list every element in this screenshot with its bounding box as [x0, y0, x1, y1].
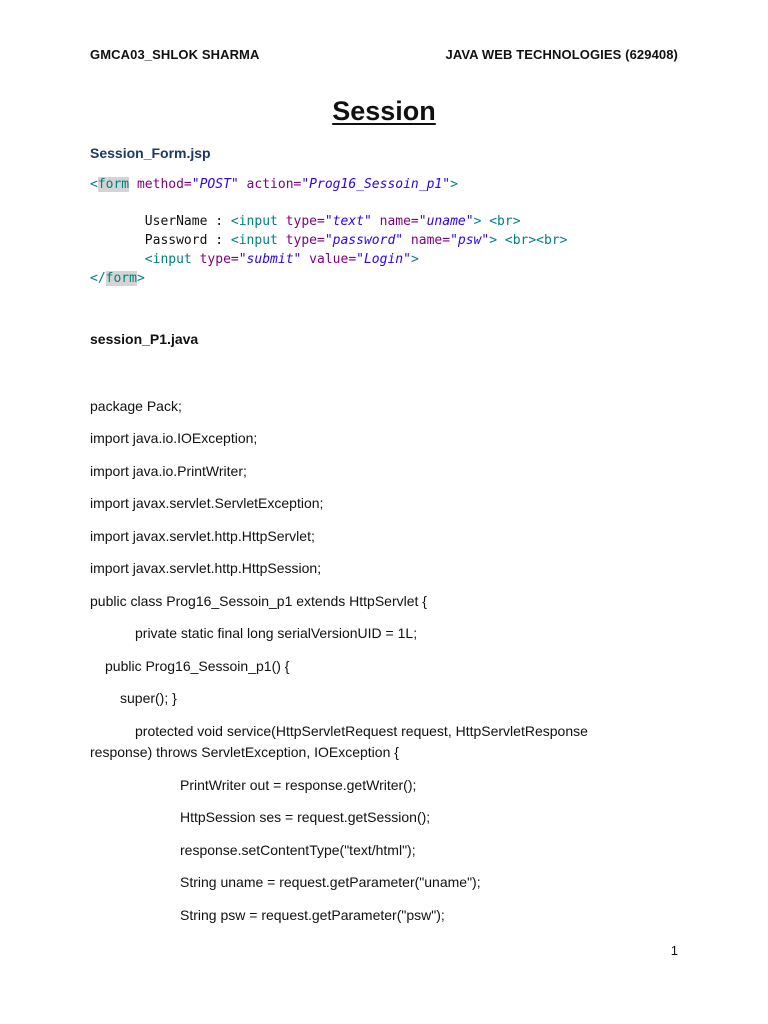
page-number: 1	[670, 943, 678, 958]
java-code-line: response.setContentType("text/html");	[180, 842, 416, 858]
java-code-line: String uname = request.getParameter("uname");	[180, 874, 481, 890]
java-code-line: HttpSession ses = request.getSession();	[180, 809, 431, 825]
java-code-line: private static final long serialVersionUID = 1L;	[135, 625, 418, 641]
code-line-username: UserName : <input type="text" name="uname"> <br>	[90, 214, 521, 230]
jsp-file-heading: Session_Form.jsp	[90, 145, 211, 161]
header-student-id: GMCA03_SHLOK SHARMA	[90, 47, 260, 62]
java-file-heading: session_P1.java	[90, 331, 199, 347]
header-course-title: JAVA WEB TECHNOLOGIES (629408)	[445, 47, 678, 62]
code-line-form-open: <form method="POST" action="Prog16_Sessoin_p1">	[90, 177, 458, 192]
code-line-password: Password : <input type="password" name="psw"> <br><br>	[90, 233, 568, 249]
page-title: Session	[332, 96, 436, 126]
java-code-line: super(); }	[120, 690, 177, 706]
java-code-line: public Prog16_Sessoin_p1() {	[105, 658, 290, 674]
java-code-line: public class Prog16_Sessoin_p1 extends HttpServlet {	[90, 593, 427, 609]
java-code-line: String psw = request.getParameter("psw");	[180, 907, 445, 923]
java-code-line: PrintWriter out = response.getWriter();	[180, 777, 417, 793]
code-line-form-close: </form>	[90, 270, 145, 286]
java-code-line: package Pack;	[90, 398, 182, 414]
java-code-line: response) throws ServletException, IOException {	[90, 744, 399, 760]
java-code-line: import javax.servlet.http.HttpServlet;	[90, 528, 315, 544]
java-code-line: import javax.servlet.http.HttpSession;	[90, 560, 322, 576]
code-line-submit: <input type="submit" value="Login">	[144, 251, 419, 267]
java-code-line: import java.io.IOException;	[90, 430, 258, 446]
java-code-line: import javax.servlet.ServletException;	[90, 495, 324, 511]
java-code-line: protected void service(HttpServletRequest request, HttpServletResponse	[135, 723, 588, 739]
java-code-line: import java.io.PrintWriter;	[90, 463, 247, 479]
jsp-code-block	[90, 176, 568, 288]
